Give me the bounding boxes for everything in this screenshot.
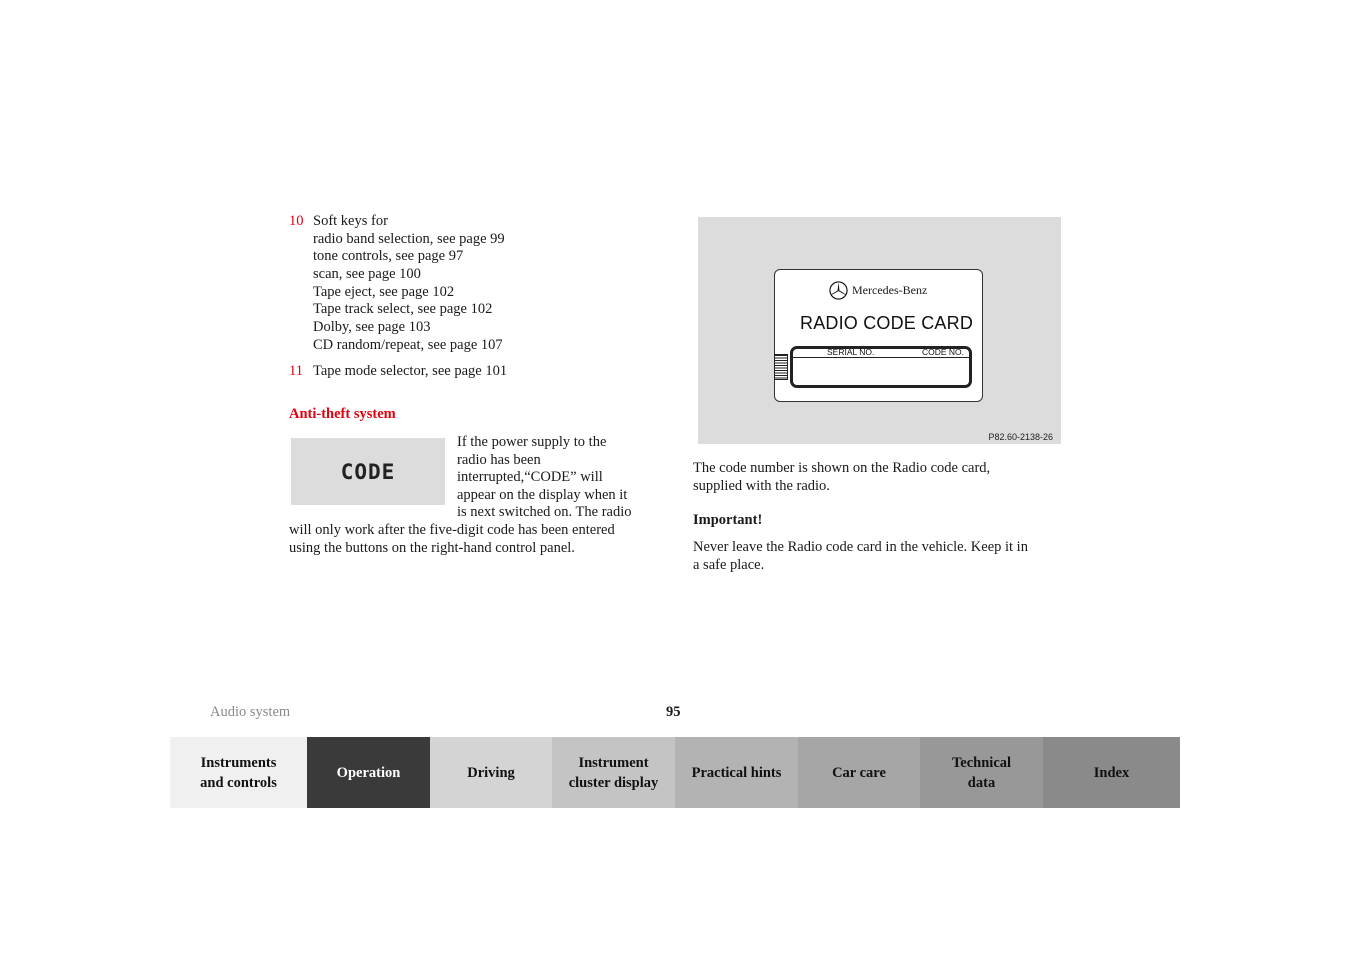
serial-label: SERIAL NO. — [827, 347, 875, 357]
brand-name: Mercedes-Benz — [852, 283, 928, 297]
tab-instruments-and-controls[interactable] — [170, 737, 307, 808]
card-info-paragraph — [693, 460, 990, 495]
important-heading: Important! — [693, 512, 763, 528]
paragraph-line: The code number is shown on the Radio code card, — [693, 460, 991, 476]
tab-instrument-cluster-display[interactable] — [552, 737, 675, 808]
paragraph-line: will only work after the five-digit code has been entered — [289, 522, 615, 538]
paragraph-line: radio has been — [457, 451, 541, 468]
card-title: RADIO CODE CARD — [800, 313, 974, 333]
code-label: CODE NO. — [921, 347, 964, 357]
page-number: 95 — [666, 704, 681, 720]
display-text: CODE — [340, 459, 396, 484]
anti-theft-paragraph-full — [289, 522, 615, 557]
warning-paragraph — [693, 539, 1028, 574]
paragraph-line: supplied with the radio. — [693, 477, 830, 494]
magnetic-stripe — [774, 354, 788, 380]
tab-label: Car care — [832, 764, 886, 781]
tab-operation[interactable] — [307, 737, 430, 808]
paragraph-line: interrupted,“CODE” will — [457, 469, 603, 486]
section-label: Audio system — [210, 704, 291, 720]
tab-label: Practical hints — [691, 764, 782, 781]
item-lines — [313, 363, 507, 381]
paragraph-line: appear on the display when it — [457, 486, 628, 503]
paragraph-line: If the power supply to the — [457, 434, 607, 450]
tab-label: Operation — [336, 764, 401, 781]
paragraph-line: using the buttons on the right-hand control panel. — [289, 539, 575, 556]
tab-car-care[interactable] — [798, 737, 920, 808]
item-line: Tape mode selector, see page 101 — [313, 363, 508, 379]
item-line: Dolby, see page 103 — [313, 319, 431, 336]
item-number: 11 — [289, 363, 303, 379]
item-line: Soft keys for — [313, 213, 388, 229]
paragraph-line: a safe place. — [693, 556, 765, 573]
item-line: radio band selection, see page 99 — [313, 230, 505, 247]
tab-driving[interactable] — [430, 737, 552, 808]
tab-technical-data[interactable] — [920, 737, 1043, 808]
code-display-image — [291, 438, 445, 505]
tab-label: Instrument cluster display — [568, 754, 659, 791]
tab-label: Driving — [467, 764, 515, 781]
tab-label: Instruments and controls — [200, 754, 277, 791]
chapter-tabs — [170, 737, 1180, 808]
brand-logo — [829, 281, 927, 300]
radio-code-card — [774, 269, 983, 402]
anti-theft-heading: Anti-theft system — [289, 406, 396, 422]
paragraph-line: Never leave the Radio code card in the vehicle. Keep it in — [693, 539, 1028, 555]
item-line: tone controls, see page 97 — [313, 248, 464, 265]
paragraph-line: is next switched on. The radio — [457, 504, 632, 521]
item-number: 10 — [289, 213, 304, 229]
item-line: scan, see page 100 — [313, 266, 421, 283]
code-field-box — [790, 346, 972, 388]
item-line: Tape track select, see page 102 — [313, 301, 493, 318]
field-divider — [793, 357, 969, 358]
tab-index[interactable] — [1043, 737, 1180, 808]
item-line: Tape eject, see page 102 — [313, 283, 455, 300]
item-lines — [313, 213, 505, 355]
tab-label: Index — [1093, 764, 1130, 781]
figure-reference: P82.60-2138-26 — [988, 432, 1053, 442]
radio-code-card-figure — [698, 217, 1061, 444]
mercedes-star-icon — [829, 281, 848, 300]
tab-practical-hints[interactable] — [675, 737, 798, 808]
anti-theft-paragraph-wrap — [457, 434, 632, 522]
tab-label: Technical data — [951, 754, 1012, 791]
item-line: CD random/repeat, see page 107 — [313, 336, 503, 353]
